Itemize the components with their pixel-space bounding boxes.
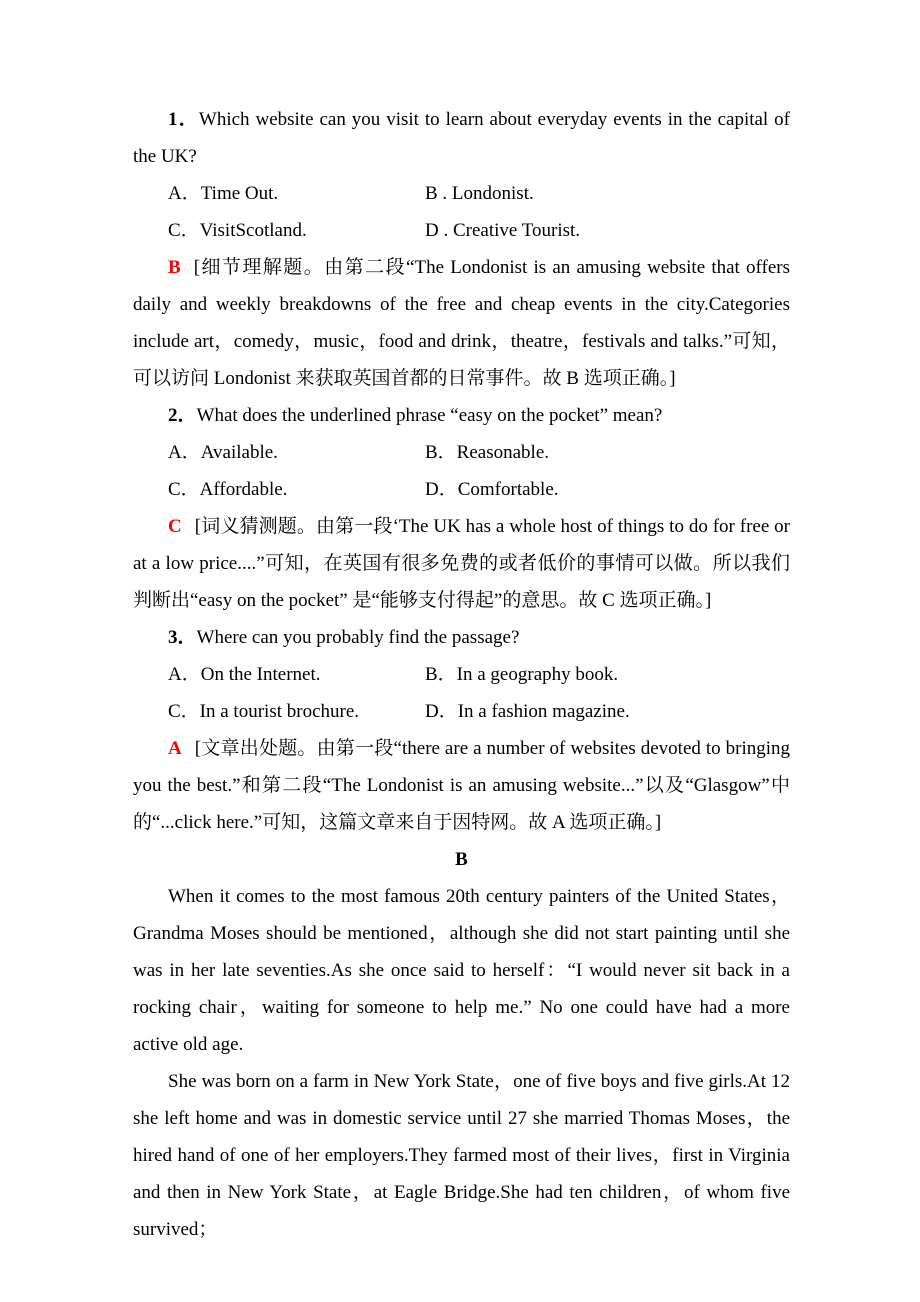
option-1-d: D . Creative Tourist.: [425, 220, 581, 241]
option-1-a: A．Time Out.: [168, 183, 279, 204]
question-1-options-row-1: [133, 175, 790, 212]
question-1-answer-letter: B: [168, 257, 181, 278]
question-3-options-row-1: [133, 656, 790, 693]
question-2-options-row-1: [133, 434, 790, 471]
question-block-1: [133, 101, 790, 397]
passage-section-b: [133, 841, 790, 1248]
option-3-c: C．In a tourist brochure.: [168, 701, 360, 722]
option-1-c: C．VisitScotland.: [168, 220, 307, 241]
question-3-explanation: [133, 730, 790, 841]
question-3-explanation-text: [文章出处题。由第一段“there are a number of websites devoted to bringing you the best.”和第二段“The Londonist is an amusing website...”以及“Glasgow”中的“...click here.”可知，这篇文章来自于因特网。故 A 选项正确。]: [133, 738, 790, 833]
question-2-text: [133, 397, 790, 434]
option-2-a: A．Available.: [168, 442, 278, 463]
question-2-explanation-text: [词义猜测题。由第一段‘The UK has a whole host of things to do for free or at a low price....”可知，在英国有很多免费的或者低价的事情可以做。所以我们判断出“easy on the pocket” 是“能够支付得起”的意思。故 C 选项正确。]: [133, 516, 790, 611]
passage-section-heading: B: [455, 849, 468, 870]
question-3-answer-letter: A: [168, 738, 182, 759]
option-3-a: A．On the Internet.: [168, 664, 321, 685]
option-2-b: B．Reasonable.: [425, 442, 550, 463]
question-1-text: [133, 101, 790, 175]
question-3-stem: Where can you probably find the passage?: [196, 627, 520, 648]
question-block-2: [133, 397, 790, 619]
option-2-d: D．Comfortable.: [425, 479, 559, 500]
question-3-text: [133, 619, 790, 656]
question-1-options-row-2: [133, 212, 790, 249]
question-1-number: 1．: [168, 109, 199, 130]
question-block-3: [133, 619, 790, 841]
option-3-b: B．In a geography book.: [425, 664, 619, 685]
question-1-explanation: [133, 249, 790, 397]
passage-paragraph-1: When it comes to the most famous 20th century painters of the United States，Grandma Moses should be mentioned，although she did not start painting until she was in her late seventies.As she once said to herself：“I would never sit back in a rocking chair，waiting for someone to help me.” No one could have had a more active old age.: [133, 886, 790, 1055]
question-2-number: 2．: [168, 405, 197, 426]
option-3-d: D．In a fashion magazine.: [425, 701, 630, 722]
question-2-answer-letter: C: [168, 516, 182, 537]
question-2-explanation: [133, 508, 790, 619]
option-2-c: C．Affordable.: [168, 479, 288, 500]
question-2-stem: What does the underlined phrase “easy on the pocket” mean?: [196, 405, 663, 426]
question-1-stem: Which website can you visit to learn about everyday events in the capital of the UK?: [133, 109, 790, 167]
question-2-options-row-2: [133, 471, 790, 508]
question-3-options-row-2: [133, 693, 790, 730]
question-1-explanation-text: [细节理解题。由第二段“The Londonist is an amusing website that offers daily and weekly breakdowns of the free and cheap events in the city.Categories include art，comedy，music，food and drink，theatre，festivals and talks.”可知，可以访问 Londonist 来获取英国首都的日常事件。故 B 选项正确。]: [133, 257, 790, 389]
question-3-number: 3．: [168, 627, 197, 648]
passage-paragraph-2: She was born on a farm in New York State，one of five boys and five girls.At 12 she left home and was in domestic service until 27 she married Thomas Moses，the hired hand of one of her employers.They farmed most of their lives，first in Virginia and then in New York State，at Eagle Bridge.She had ten children，of whom five survived；: [133, 1071, 790, 1240]
option-1-b: B . Londonist.: [425, 183, 534, 204]
